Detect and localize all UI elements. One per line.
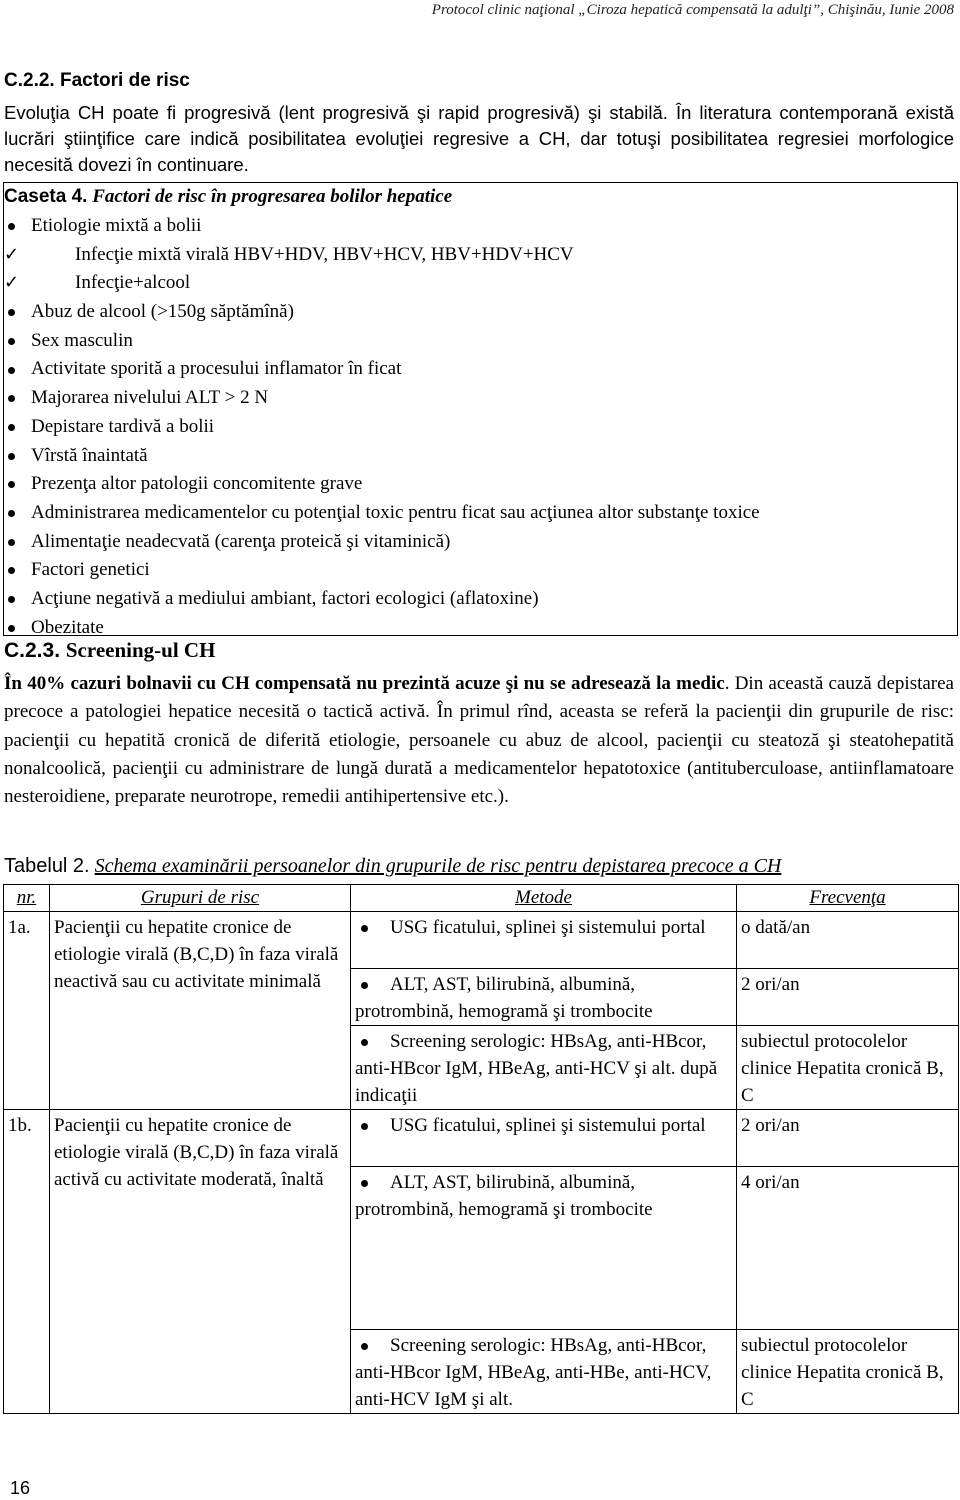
risk-factor-item	[4, 212, 760, 241]
bullet-icon	[4, 499, 30, 528]
risk-factor-item	[4, 413, 760, 442]
risk-factor-item	[4, 499, 760, 528]
caseta-title	[4, 186, 452, 208]
row-number: 1a.	[4, 912, 50, 1110]
checkmark-icon: ✓	[4, 272, 20, 294]
bullet-icon	[4, 442, 30, 471]
empty-frequency-cell	[737, 1224, 959, 1330]
risk-factor-item	[4, 470, 760, 499]
page-number: 16	[10, 1478, 31, 1498]
frequency-cell: o dată/an	[737, 912, 959, 969]
caseta-label: Caseta 4.	[4, 186, 88, 207]
risk-factor-text: Depistare tardivă a bolii	[31, 415, 215, 437]
risk-factor-text: Activitate sporită a procesului inflamator în ficat	[31, 358, 402, 380]
method-text: Screening serologic: HBsAg, anti-HBcor, anti-HBcor IgM, HBeAg, anti-HCV şi alt. după indicaţii	[355, 1031, 718, 1106]
method-text: ALT, AST, bilirubină, albumină, protrombină, hemogramă şi trombocite	[355, 1172, 653, 1220]
risk-factor-item	[4, 355, 760, 384]
checkmark-icon: ✓	[4, 243, 20, 265]
bullet-icon	[4, 556, 30, 585]
table-title	[4, 855, 781, 878]
risk-factor-item	[4, 442, 760, 471]
bold-statement: În 40% cazuri bolnavii cu CH compensată nu prezintă acuze şi nu se adresează la medic	[4, 673, 725, 694]
method-cell	[351, 912, 737, 969]
risk-factor-text: Infecţie+alcool	[75, 272, 191, 294]
bullet-icon	[361, 1123, 368, 1130]
bullet-icon	[4, 528, 30, 557]
column-header-frequency: Frecvenţa	[737, 885, 959, 912]
page-header: Protocol clinic naţional „Ciroza hepatică compensată la adulţi”, Chişinău, Iunie 2008	[431, 2, 954, 18]
method-text: USG ficatului, splinei şi sistemului portal	[390, 917, 706, 938]
section-number: C.2.3.	[4, 639, 61, 662]
risk-factor-text: Alimentaţie neadecvată (carenţa proteică şi vitaminică)	[31, 530, 451, 552]
section-c23-paragraph	[4, 670, 954, 811]
bullet-icon	[361, 925, 368, 932]
risk-factor-text: Sex masculin	[31, 329, 133, 351]
method-cell	[351, 1330, 737, 1414]
section-c22-paragraph: Evoluţia CH poate fi progresivă (lent progresivă şi rapid progresivă) şi stabilă. În literatura contemporană există lucrări ştiinţifice care indică posibilitatea evoluţiei regresive a CH, dar totuşi posibilitatea regresiei morfologice necesită dovezi în continuare.	[4, 102, 954, 175]
risk-factor-item	[4, 528, 760, 557]
method-text: Screening serologic: HBsAg, anti-HBcor, anti-HBcor IgM, HBeAg, anti-HBe, anti-HCV, anti-HCV IgM şi alt.	[355, 1335, 712, 1410]
bullet-icon	[4, 327, 30, 356]
section-heading: Screening-ul CH	[65, 638, 216, 662]
risk-group: Pacienţii cu hepatite cronice de etiologie virală (B,C,D) în faza virală activă cu activitate moderată, înaltă	[50, 1110, 351, 1414]
screening-table	[3, 884, 959, 1414]
bullet-icon	[4, 585, 30, 614]
frequency-cell: subiectul protocolelor clinice Hepatita cronică B, C	[737, 1330, 959, 1414]
risk-factor-text: Obezitate	[31, 616, 104, 638]
risk-factor-item	[4, 269, 760, 298]
bullet-icon	[4, 355, 30, 384]
column-header-group: Grupuri de risc	[50, 885, 351, 912]
risk-factor-text: Factori genetici	[31, 559, 150, 581]
method-cell	[351, 1110, 737, 1167]
section-title-c23	[4, 638, 215, 663]
method-cell	[351, 1167, 737, 1224]
column-header-methods: Metode	[351, 885, 737, 912]
risk-factor-text: Abuz de alcool (>150g săptămînă)	[31, 301, 294, 323]
method-cell	[351, 1026, 737, 1110]
bullet-icon	[4, 413, 30, 442]
method-text: USG ficatului, splinei şi sistemului portal	[390, 1115, 706, 1136]
risk-factor-text: Etiologie mixtă a bolii	[31, 215, 202, 236]
column-header-nr: nr.	[4, 885, 50, 912]
table-label: Tabelul 2.	[4, 855, 90, 877]
bullet-icon	[4, 298, 30, 327]
risk-factor-item	[4, 241, 760, 270]
row-number: 1b.	[4, 1110, 50, 1414]
bullet-icon	[4, 212, 30, 241]
section-title-c22: C.2.2. Factori de risc	[4, 70, 190, 91]
bullet-icon	[361, 1039, 368, 1046]
risk-factor-item	[4, 298, 760, 327]
frequency-cell: subiectul protocolelor clinice Hepatita cronică B, C	[737, 1026, 959, 1110]
risk-factor-text: Majorarea nivelului ALT > 2 N	[31, 387, 269, 409]
risk-factor-item	[4, 327, 760, 356]
risk-group: Pacienţii cu hepatite cronice de etiologie virală (B,C,D) în faza virală neactivă sau cu activitate minimală	[50, 912, 351, 1110]
risk-factor-text: Infecţie mixtă virală HBV+HDV, HBV+HCV, HBV+HDV+HCV	[75, 243, 574, 265]
frequency-cell: 4 ori/an	[737, 1167, 959, 1224]
risk-factor-text: Administrarea medicamentelor cu potenţial toxic pentru ficat sau acţiunea altor substanţe toxice	[31, 501, 760, 523]
caseta-heading: Factori de risc în progresarea bolilor hepatice	[92, 186, 453, 207]
risk-factor-item	[4, 384, 760, 413]
risk-factor-item	[4, 556, 760, 585]
risk-factor-text: Vîrstă înaintată	[31, 444, 148, 466]
risk-factor-item	[4, 585, 760, 614]
bullet-icon	[4, 470, 30, 499]
paragraph-rest: . Din această cauză depistarea precoce a patologiei hepatice necesită o tactică activă. În primul rînd, aceasta se referă la pacienţii din grupurile de risc: pacienţii cu hepatită cronică de diferită etiologie, persoanele cu abuz de alcool, pacienţii cu steatoză şi steatohepatită nonalcoolică, pacienţii cu administrare de lungă durată a medicamentelor hepatotoxice (antituberculoase, antiinflamatoare nesteroidiene, preparate neurotrope, remedii antihipertensive etc.).	[4, 673, 954, 808]
method-cell	[351, 969, 737, 1026]
method-text: ALT, AST, bilirubină, albumină, protrombină, hemogramă şi trombocite	[355, 974, 653, 1022]
bullet-icon	[361, 1180, 368, 1187]
frequency-cell: 2 ori/an	[737, 1110, 959, 1167]
risk-factor-list	[4, 212, 760, 642]
frequency-cell: 2 ori/an	[737, 969, 959, 1026]
risk-factor-text: Acţiune negativă a mediului ambiant, factori ecologici (aflatoxine)	[31, 587, 539, 609]
risk-factor-text: Prezenţa altor patologii concomitente grave	[31, 473, 363, 495]
table-caption: Schema examinării persoanelor din grupurile de risc pentru depistarea precoce a CH	[94, 855, 782, 877]
bullet-icon	[4, 384, 30, 413]
empty-method-cell	[351, 1224, 737, 1330]
bullet-icon	[361, 982, 368, 989]
bullet-icon	[361, 1343, 368, 1350]
